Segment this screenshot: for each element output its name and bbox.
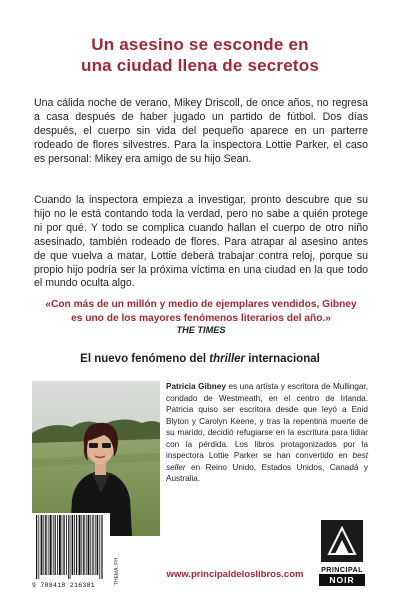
author-bio-italic: best seller — [166, 451, 368, 472]
tagline-emphasis: thriller — [209, 353, 246, 365]
barcode-number: 9 788418 216381 — [32, 582, 96, 589]
press-quote — [36, 298, 366, 325]
synopsis-paragraph-1: Una cálida noche de verano, Mikey Driscoll, de once años, no regresa a casa después de haber jugado un partido de fútbol. Dos días después, el cuerpo sin vida del pequeño aparece en un parterre rodeado de flores silvestres. Para la inspectora Lottie Parker, el caso es personal: Mikey era amigo de su hijo Sean. — [34, 97, 368, 165]
headline — [30, 34, 370, 76]
barcode — [32, 513, 110, 593]
press-quote-line-1: «Con más de un millón y medio de ejemplares vendidos, Gibney — [45, 299, 357, 310]
synopsis-paragraph-2: Cuando la inspectora empieza a investigar, pronto descubre que su hijo no le está contando toda la verdad, pero no sabe a quién protege ni por qué. Y todo se complica cuando hallan el cuerpo de otro niño asesinado, también rodeado de flores. Para atrapar al asesino antes de que vuelva a matar, Lottie deberá trabajar contra reloj, porque su propio hijo podría ser la próxima víctima en una ciudad en la que todo el mundo oculta algo. — [34, 194, 368, 290]
publisher-imprint: NOIR — [319, 574, 365, 586]
quote-source: THE TIMES — [176, 325, 226, 335]
publisher-logo — [319, 520, 365, 586]
logo-mark-icon — [321, 520, 363, 562]
tagline-before: El nuevo fenómeno del — [80, 353, 210, 365]
author-bio-part-1: es una artista y escritora de Mullingar, condado de Westmeath, en el centro de Irlanda. Patricia quiso ser escritora desde que leyó a Enid Blyton y Carolyn Keene, y tras la repentina muerte de su marido, decidió refugiarse en la escritura para lidiar con la pérdida. Los libros protagonizados por la inspectora Lottie Parker se han convertido en — [166, 382, 368, 460]
headline-line-2: una ciudad llena de secretos — [80, 56, 319, 75]
tagline — [30, 353, 370, 365]
publisher-name: PRINCIPAL — [321, 565, 363, 574]
author-bio — [166, 381, 368, 485]
barcode-bars — [32, 513, 110, 581]
publisher-url[interactable]: www.principaldeloslibros.com — [166, 569, 304, 580]
author-name: Patricia Gibney — [166, 382, 226, 391]
author-bio-part-2: en Reino Unido, Estados Unidos, Canadá y Australia. — [166, 462, 368, 483]
press-quote-line-2: es uno de los mayores fenómenos literarios del año.» — [71, 312, 331, 324]
tagline-after: internacional — [245, 353, 320, 365]
headline-line-1: Un asesino se esconde en — [91, 35, 309, 54]
logo-icon — [321, 520, 363, 562]
thema-code: THEMA: FH — [114, 558, 120, 585]
